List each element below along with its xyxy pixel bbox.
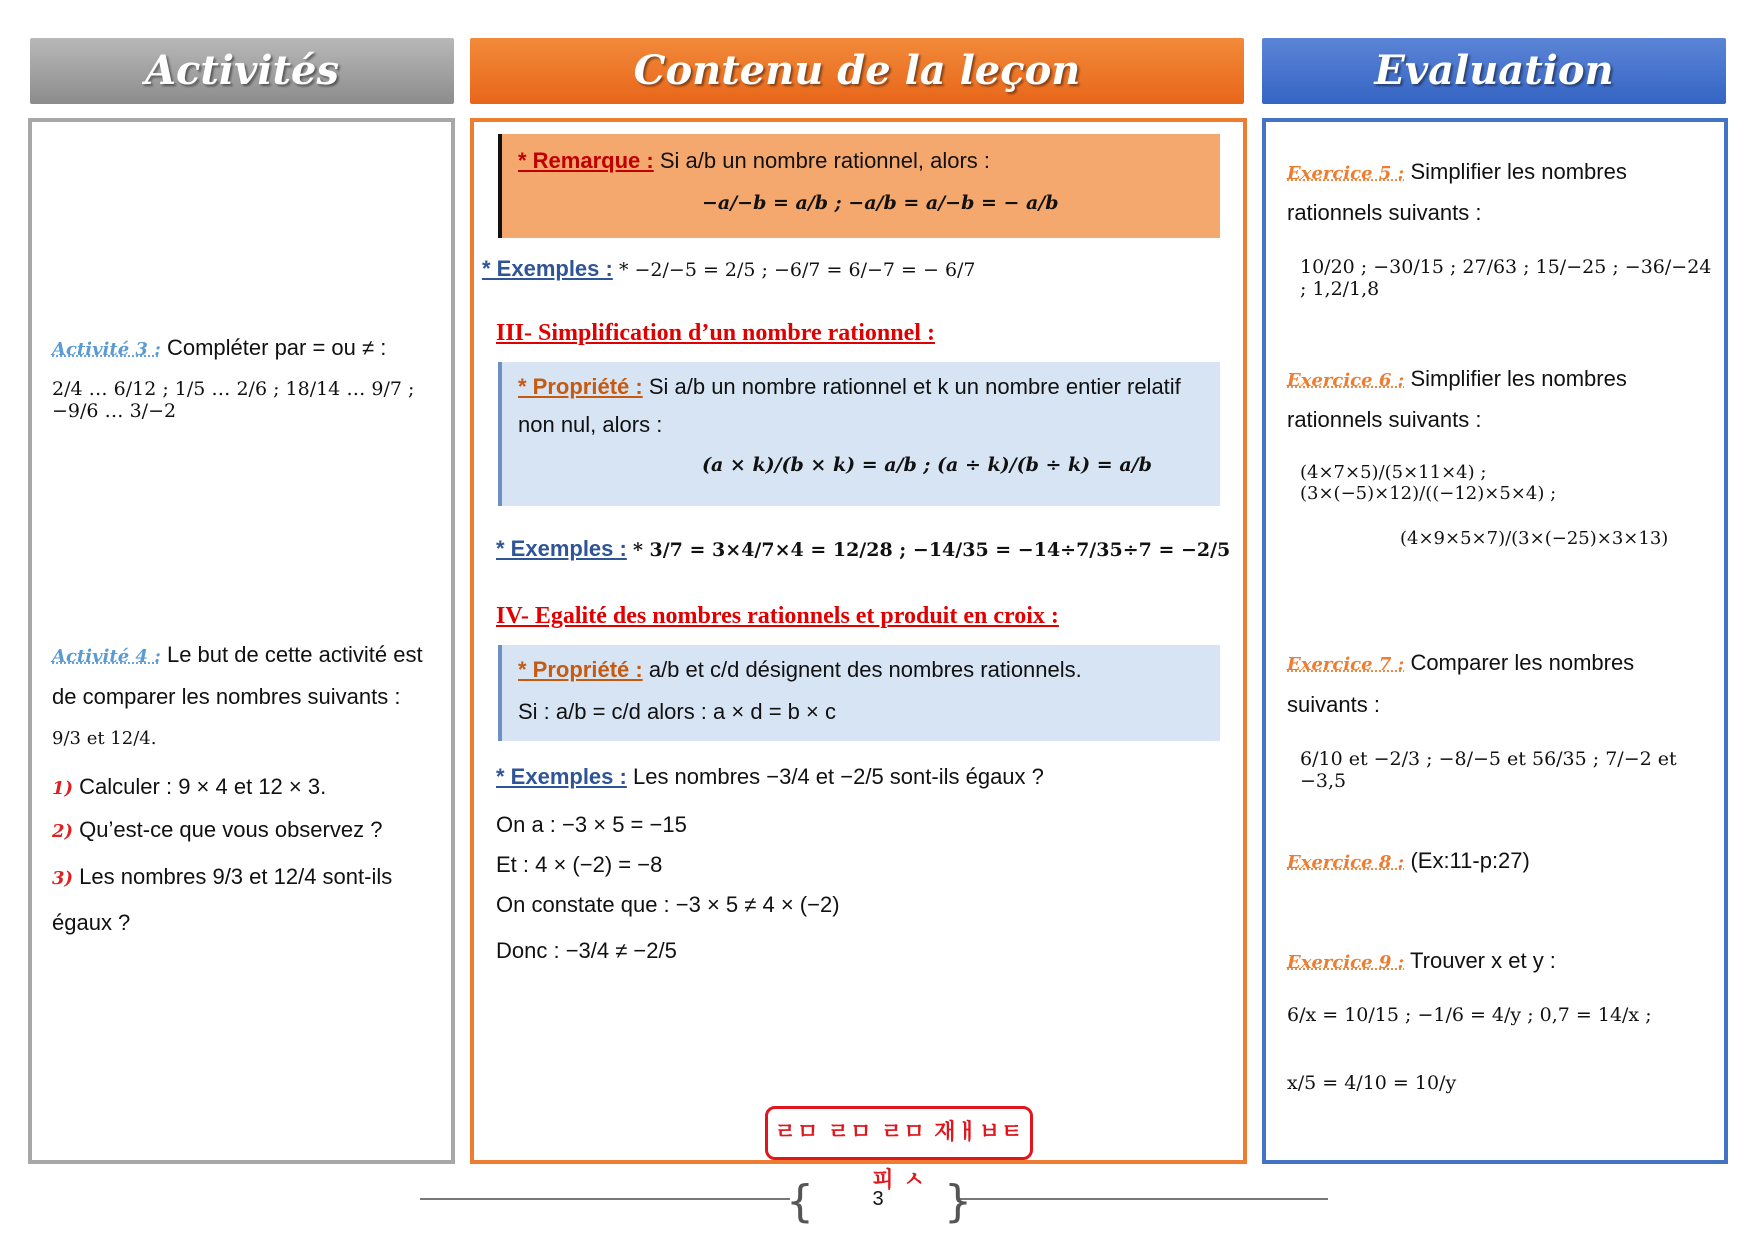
q1-text: Calculer : 9 × 4 et 12 × 3.	[79, 774, 327, 799]
exemples-3	[496, 762, 1236, 792]
remarque-text: Si a/b un nombre rationnel, alors :	[659, 148, 991, 173]
activite-4-text1: Le but de cette activité est	[166, 642, 423, 667]
exercice-5-items: 10/20 ; −30/15 ; 27/63 ; 15/−25 ; −36/−24 ; 1,2/1,8	[1300, 256, 1712, 300]
q2-text: Qu’est-ce que vous observez ?	[79, 817, 383, 842]
activite-3-label: Activité 3 :	[52, 339, 161, 360]
exercice-6-text1: Simplifier les nombres	[1410, 366, 1627, 391]
exercice-7	[1287, 648, 1717, 680]
exercice-7-label: Exercice 7 :	[1287, 654, 1405, 675]
footer-line-left	[420, 1198, 790, 1200]
exercice-6-text2: rationnels suivants :	[1287, 407, 1482, 432]
section-iv-title: IV- Egalité des nombres rationnels et produit en croix :	[496, 603, 1059, 629]
header-activites: Activités	[30, 38, 454, 104]
footer-line-right	[960, 1198, 1328, 1200]
exemples-3-label: * Exemples :	[496, 764, 627, 789]
propriete-2-label: * Propriété :	[518, 657, 643, 682]
exercice-5	[1287, 157, 1717, 189]
exemples-2-label: * Exemples :	[496, 536, 627, 561]
exercice-8-label: Exercice 8 :	[1287, 852, 1405, 873]
footer-brace-right: }	[944, 1176, 972, 1227]
activite-4-q3	[52, 862, 392, 894]
q2-number: 2)	[52, 821, 74, 842]
activite-4-q1	[52, 772, 326, 804]
propriete-2-text2: Si : a/b = c/d alors : a × d = b × c	[518, 699, 836, 724]
header-contenu: Contenu de la leçon	[470, 38, 1244, 104]
exemples-1-text: * −2/−5 = 2/5 ; −6/7 = 6/−7 = − 6/7	[618, 259, 976, 281]
propriete-2-text1: a/b et c/d désignent des nombres rationnels.	[648, 657, 1082, 682]
page-number: 3	[872, 1188, 884, 1210]
contenu-line-2: Et : 4 × (−2) = −8	[496, 852, 663, 877]
exemples-1-label: * Exemples :	[482, 256, 613, 281]
propriete-1-text1: Si a/b un nombre rationnel et k un nombre entier relatif	[648, 374, 1181, 399]
remarque-box	[498, 134, 1220, 238]
propriete-1-text2: non nul, alors :	[518, 412, 663, 437]
exercice-9-text: Trouver x et y :	[1410, 948, 1556, 973]
activite-4-q3b: égaux ?	[52, 910, 131, 935]
propriete-2-box	[498, 645, 1220, 741]
footer-brace-left: {	[786, 1176, 814, 1227]
exemples-1	[482, 254, 1242, 285]
activite-4-label: Activité 4 :	[52, 646, 161, 667]
exercice-5-label: Exercice 5 :	[1287, 163, 1405, 184]
contenu-line-1: On a : −3 × 5 = −15	[496, 812, 687, 837]
q3-number: 3)	[52, 868, 74, 889]
exemples-2	[496, 534, 1236, 565]
remarque-label: * Remarque :	[518, 148, 654, 173]
propriete-1-formula: (a × k)/(b × k) = a/b ; (a ÷ k)/(b ÷ k) = a/b	[702, 454, 1152, 476]
exemples-3-text: Les nombres −3/4 et −2/5 sont-ils égaux ?	[632, 764, 1044, 789]
propriete-1-line1	[518, 372, 1208, 402]
q1-number: 1)	[52, 778, 74, 799]
exercice-5-text2: rationnels suivants :	[1287, 200, 1482, 225]
contenu-line-4: Donc : −3/4 ≠ −2/5	[496, 938, 677, 963]
activite-4-nums: 9/3 et 12/4.	[52, 728, 157, 749]
remarque-line	[518, 146, 1208, 176]
stamp: ㄹㅁ ㄹㅁ ㄹㅁ 재ㅐㅂㅌ피 ㅅ	[765, 1106, 1033, 1160]
exercice-7-text1: Comparer les nombres	[1410, 650, 1635, 675]
activite-4-q2	[52, 815, 382, 847]
exercice-6-items2: (4×9×5×7)/(3×(−25)×3×13)	[1400, 528, 1669, 549]
propriete-1-box	[498, 362, 1220, 506]
exercice-6-items1: (4×7×5)/(5×11×4) ; (3×(−5)×12)/((−12)×5×4) ;	[1300, 462, 1557, 504]
exercice-7-text2: suivants :	[1287, 692, 1380, 717]
q3-text: Les nombres 9/3 et 12/4 sont-ils	[79, 864, 393, 889]
exercice-6	[1287, 364, 1717, 396]
exemples-2-text: * 3/7 = 3×4/7×4 = 12/28 ; −14/35 = −14÷7/35÷7 = −2/5	[632, 539, 1231, 561]
header-evaluation: Evaluation	[1262, 38, 1726, 104]
exercice-9	[1287, 946, 1556, 978]
exercice-7-items: 6/10 et −2/3 ; −8/−5 et 56/35 ; 7/−2 et −3,5	[1300, 748, 1677, 792]
exercice-6-label: Exercice 6 :	[1287, 370, 1405, 391]
activite-4	[52, 640, 447, 672]
exercice-9-items1: 6/x = 10/15 ; −1/6 = 4/y ; 0,7 = 14/x ;	[1287, 1004, 1652, 1026]
activite-3-items: 2/4 … 6/12 ; 1/5 … 2/6 ; 18/14 … 9/7 ; −9/6 … 3/−2	[52, 378, 415, 422]
exercice-5-text1: Simplifier les nombres	[1410, 159, 1627, 184]
remarque-formula: −a/−b = a/b ; −a/b = a/−b = − a/b	[702, 192, 1059, 214]
activite-4-text2: de comparer les nombres suivants :	[52, 684, 401, 709]
propriete-2-line1	[518, 655, 1208, 685]
activite-3	[52, 333, 442, 365]
exercice-9-items2: x/5 = 4/10 = 10/y	[1287, 1072, 1457, 1094]
section-iii-title: III- Simplification d’un nombre rationnel :	[496, 320, 935, 346]
contenu-line-3: On constate que : −3 × 5 ≠ 4 × (−2)	[496, 892, 840, 917]
activite-3-text: Compléter par = ou ≠ :	[166, 335, 387, 360]
exercice-8-text: (Ex:11-p:27)	[1410, 848, 1530, 873]
exercice-8	[1287, 846, 1530, 878]
propriete-1-label: * Propriété :	[518, 374, 643, 399]
exercice-9-label: Exercice 9 :	[1287, 952, 1405, 973]
